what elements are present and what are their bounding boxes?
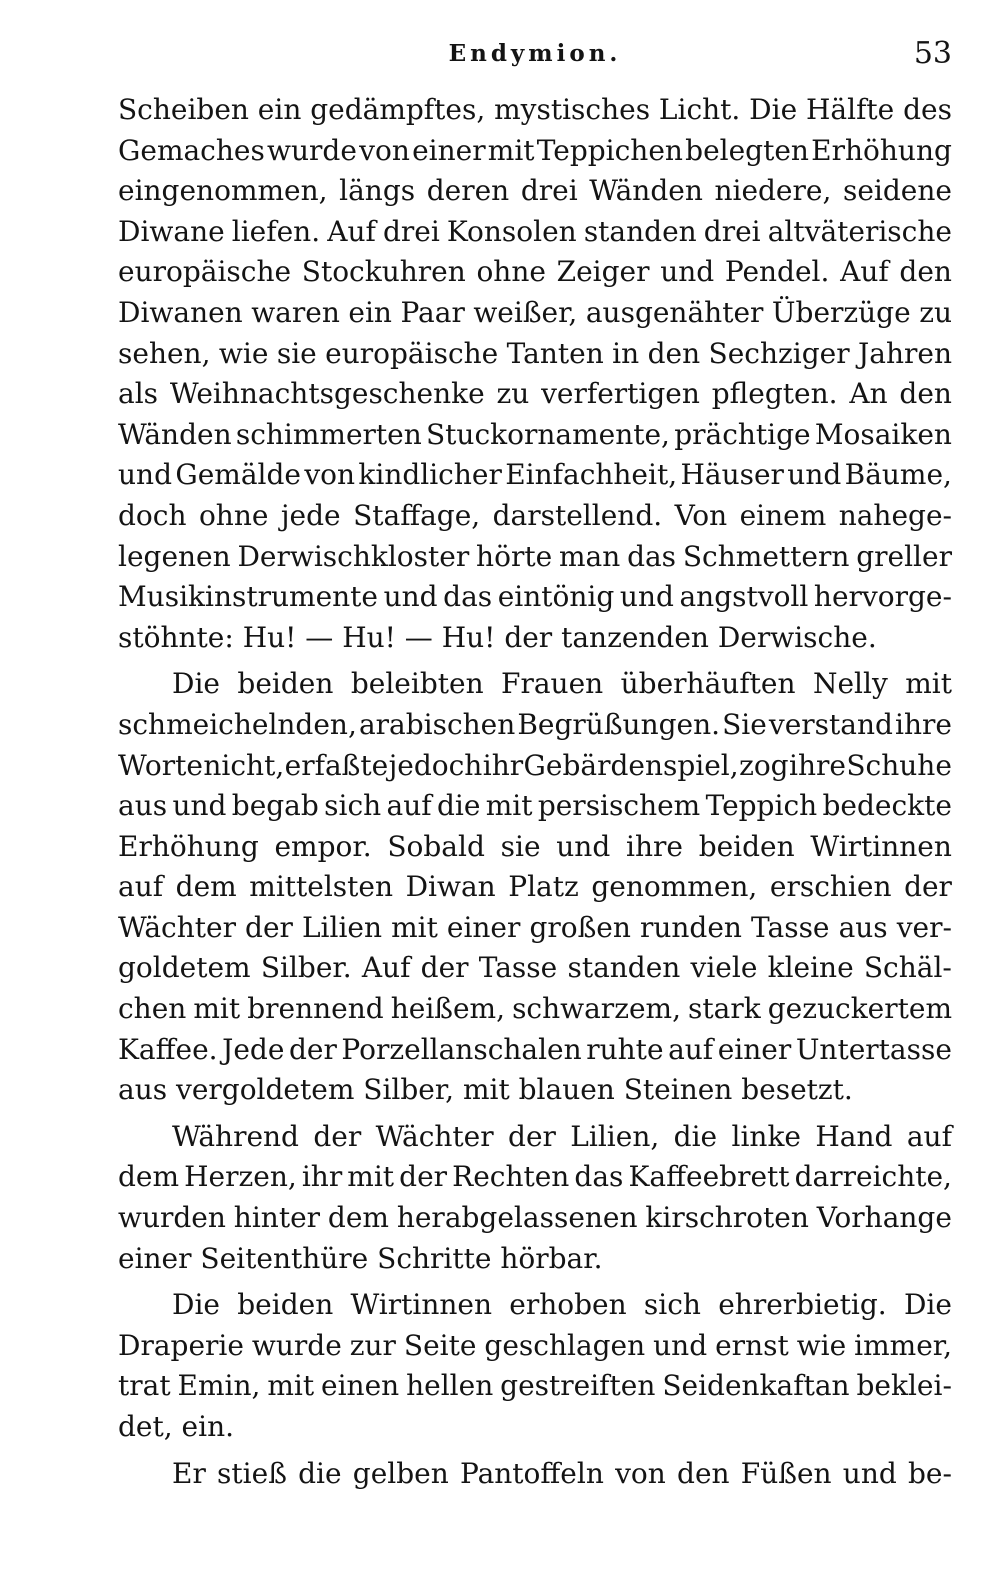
text-line: Kaffee. Jede der Porzellanschalen ruhte auf einer Untertasse: [118, 1032, 952, 1066]
running-title: Endymion.: [448, 40, 622, 67]
text-line: Gemaches wurde von einer mit Teppichen belegten Erhöhung: [118, 133, 952, 167]
text-line: einer Seitenthüre Schritte hörbar.: [118, 1241, 603, 1275]
paragraph: [118, 1454, 952, 1495]
text-line: legenen Derwischkloster hörte man das Schmettern greller: [118, 539, 952, 573]
text-line: chen mit brennend heißem, schwarzem, stark gezuckertem: [118, 992, 952, 1026]
text-line: und Gemälde von kindlicher Einfachheit, Häuser und Bäume,: [118, 458, 952, 492]
text-line: auf dem mittelsten Diwan Platz genommen, erschien der: [118, 870, 952, 904]
text-line: Die beiden beleibten Frauen überhäuften Nelly mit: [172, 667, 952, 701]
text-line: europäische Stockuhren ohne Zeiger und Pendel. Auf den: [118, 255, 952, 289]
text-line: eingenommen, längs deren drei Wänden niedere, seidene: [118, 174, 952, 208]
text-line: Während der Wächter der Lilien, die linke Hand auf: [172, 1119, 952, 1153]
body-text: [118, 90, 952, 1494]
text-line: Diwane liefen. Auf drei Konsolen standen drei altväterische: [118, 214, 952, 248]
text-line: aus vergoldetem Silber, mit blauen Steinen besetzt.: [118, 1073, 853, 1107]
text-line: Diwanen waren ein Paar weißer, ausgenähter Überzüge zu: [118, 295, 952, 329]
text-line: Die beiden Wirtinnen erhoben sich ehrerbietig. Die: [172, 1288, 952, 1322]
text-line: Wächter der Lilien mit einer großen runden Tasse aus ver-: [118, 910, 952, 944]
text-line: Draperie wurde zur Seite geschlagen und ernst wie immer,: [118, 1328, 952, 1362]
paragraph: [118, 90, 952, 658]
text-line: det, ein.: [118, 1410, 235, 1443]
text-line: dem Herzen, ihr mit der Rechten das Kaffeebrett darreichte,: [118, 1160, 952, 1194]
text-line: goldetem Silber. Auf der Tasse standen viele kleine Schäl-: [118, 951, 952, 985]
paragraph: [118, 1285, 952, 1447]
paragraph: [118, 664, 952, 1111]
text-line: sehen, wie sie europäische Tanten in den Sechziger Jahren: [118, 336, 952, 370]
text-line: doch ohne jede Staffage, darstellend. Von einem nahege-: [118, 498, 952, 532]
text-line: stöhnte: Hu! — Hu! — Hu! der tanzenden Derwische.: [118, 620, 877, 654]
text-line: wurden hinter dem herabgelassenen kirschroten Vorhange: [118, 1201, 952, 1235]
running-head: [118, 36, 952, 76]
text-line: Musikinstrumente und das eintönig und angstvoll hervorge-: [118, 580, 952, 614]
text-line: aus und begab sich auf die mit persischem Teppich bedeckte: [118, 789, 952, 823]
text-line: trat Emin, mit einen hellen gestreiften Seidenkaftan beklei-: [118, 1369, 952, 1403]
text-line: Er stieß die gelben Pantoffeln von den Füßen und be-: [172, 1456, 952, 1490]
paragraph: [118, 1117, 952, 1279]
text-line: schmeichelnden, arabischen Begrüßungen. Sie verstand ihre: [118, 707, 952, 741]
page-number: 53: [913, 36, 952, 71]
text-line: Erhöhung empor. Sobald sie und ihre beiden Wirtinnen: [118, 829, 952, 863]
text-line: Worte nicht, erfaßte jedoch ihr Gebärdenspiel, zog ihre Schuhe: [118, 748, 952, 782]
text-line: Scheiben ein gedämpftes, mystisches Licht. Die Hälfte des: [118, 93, 952, 126]
text-line: Wänden schimmerten Stuckornamente, prächtige Mosaiken: [118, 417, 952, 451]
text-line: als Weihnachtsgeschenke zu verfertigen pflegten. An den: [118, 377, 952, 411]
